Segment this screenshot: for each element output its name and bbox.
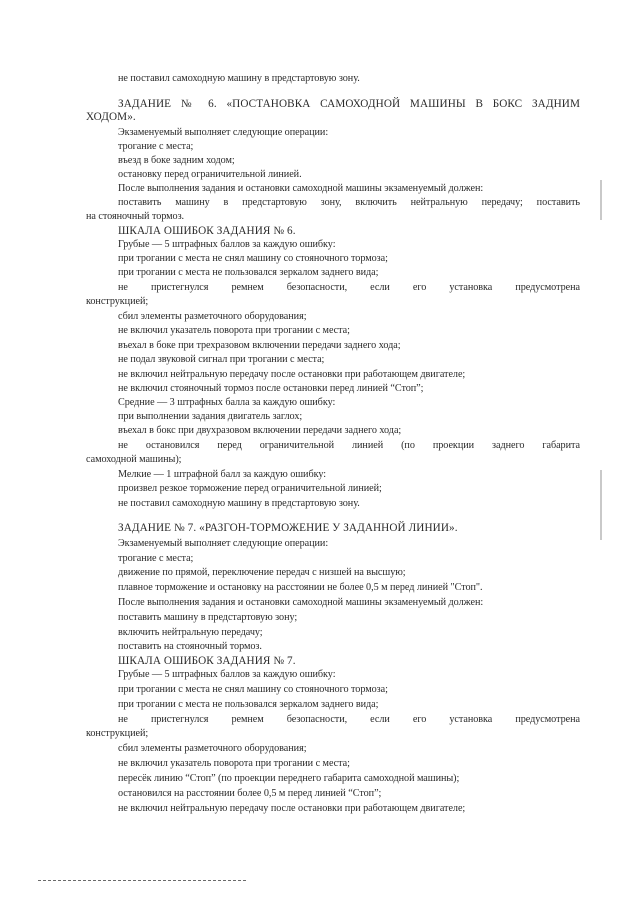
text-line: не включил указатель поворота при трогании с места; (118, 325, 350, 336)
text-line: сбил элементы разметочного оборудования; (118, 311, 307, 322)
text-line: остановку перед ограничительной линией. (118, 169, 302, 180)
text-line: сбил элементы разметочного оборудования; (118, 743, 307, 754)
text-line: После выполнения задания и остановки самоходной машины экзаменуемый должен: (118, 597, 484, 608)
text-line: поставить машину в предстартовую зону, включить нейтральную передачу; поставить (118, 197, 580, 208)
text-line: въехал в боке при трехразовом включении передачи заднего хода; (118, 340, 401, 351)
text-line: въехал в бокс при двухразовом включении передачи заднего хода; (118, 425, 402, 436)
text-line: не подал звуковой сигнал при трогании с места; (118, 354, 325, 365)
text-line: Грубые — 5 штрафных баллов за каждую ошибку: (118, 669, 336, 680)
text-line: трогание с места; (118, 553, 194, 564)
error-scale-heading: ШКАЛА ОШИБОК ЗАДАНИЯ № 6. (118, 225, 296, 237)
text-line: поставить на стояночный тормоз. (118, 641, 262, 652)
scan-artifact (600, 180, 602, 220)
text-line: не поставил самоходную машину в предстартовую зону. (118, 73, 360, 84)
text-line: остановился на расстоянии более 0,5 м перед линией “Стоп”; (118, 788, 382, 799)
text-line: не включил стояночный тормоз после остановки перед линией “Стоп”; (118, 383, 424, 394)
text-line: пересёк линию “Стоп” (по проекции переднего габарита самоходной машины); (118, 773, 460, 784)
text-line: въезд в боке задним ходом; (118, 155, 235, 166)
text-line: на стояночный тормоз. (86, 211, 185, 222)
text-line: не включил указатель поворота при трогании с места; (118, 758, 350, 769)
text-line: поставить машину в предстартовую зону; (118, 612, 298, 623)
error-scale-heading: ШКАЛА ОШИБОК ЗАДАНИЯ № 7. (118, 655, 296, 667)
text-line: плавное торможение и остановку на расстоянии не более 0,5 м перед линией "Стоп". (118, 582, 483, 593)
text-line: не пристегнулся ремнем безопасности, если его установка предусмотрена (118, 714, 580, 725)
text-line: включить нейтральную передачу; (118, 627, 263, 638)
text-line: при выполнении задания двигатель заглох; (118, 411, 303, 422)
text-line: при трогании с места не снял машину со стояночного тормоза; (118, 253, 388, 264)
text-line: движение по прямой, переключение передач с низшей на высшую; (118, 567, 406, 578)
text-line: не поставил самоходную машину в предстартовую зону. (118, 498, 360, 509)
text-line: Грубые — 5 штрафных баллов за каждую ошибку: (118, 239, 336, 250)
text-line: конструкцией; (86, 296, 149, 307)
text-line: не включил нейтральную передачу после остановки при работающем двигателе; (118, 369, 466, 380)
text-line: при трогании с места не снял машину со стояночного тормоза; (118, 684, 388, 695)
text-line: После выполнения задания и остановки самоходной машины экзаменуемый должен: (118, 183, 484, 194)
footnote-divider (38, 880, 246, 881)
text-line: Экзаменуемый выполняет следующие операции: (118, 538, 329, 549)
text-line: Мелкие — 1 штрафной балл за каждую ошибку: (118, 469, 327, 480)
section-heading: ЗАДАНИЕ № 7. «РАЗГОН-ТОРМОЖЕНИЕ У ЗАДАННОЙ ЛИНИИ». (118, 522, 458, 534)
scan-artifact (600, 470, 602, 540)
text-line: произвел резкое торможение перед ограничительной линией; (118, 483, 382, 494)
section-heading-cont: ХОДОМ». (86, 111, 136, 123)
text-line: трогание с места; (118, 141, 194, 152)
text-line: Средние — 3 штрафных балла за каждую ошибку: (118, 397, 336, 408)
text-line: конструкцией; (86, 728, 149, 739)
text-line: не остановился перед ограничительной линией (по проекции заднего габарита (118, 440, 580, 451)
text-line: при трогании с места не пользовался зеркалом заднего вида; (118, 699, 379, 710)
text-line: самоходной машины); (86, 454, 182, 465)
section-heading: ЗАДАНИЕ № 6. «ПОСТАНОВКА САМОХОДНОЙ МАШИНЫ В БОКС ЗАДНИМ (118, 98, 580, 110)
text-line: при трогании с места не пользовался зеркалом заднего вида; (118, 267, 379, 278)
text-line: не включил нейтральную передачу после остановки при работающем двигателе; (118, 803, 466, 814)
text-line: Экзаменуемый выполняет следующие операции: (118, 127, 329, 138)
text-line: не пристегнулся ремнем безопасности, если его установка предусмотрена (118, 282, 580, 293)
